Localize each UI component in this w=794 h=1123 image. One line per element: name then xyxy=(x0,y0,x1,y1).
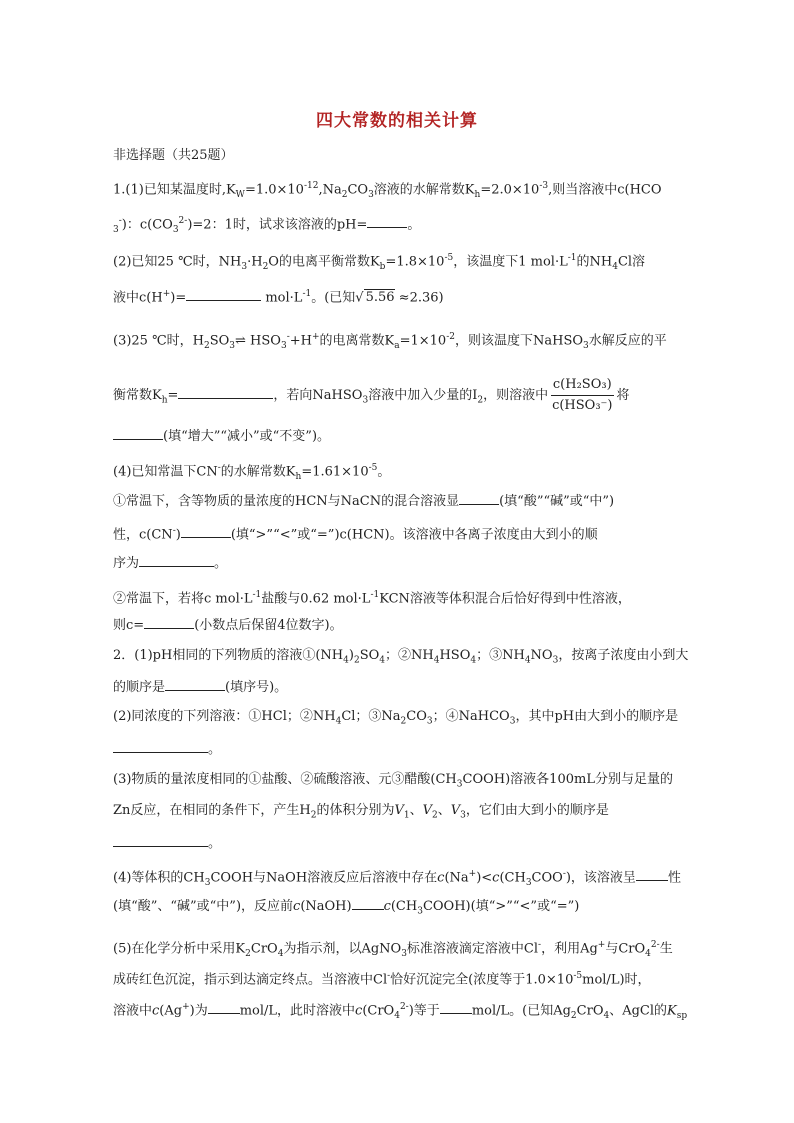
question-1-part-3-line-3: (填“增大”“减小”或“不变”)。 xyxy=(113,427,683,445)
question-1-part-4-line-6: 则c= (小数点后保留4位数字)。 xyxy=(113,618,343,633)
page-title: 四大常数的相关计算 xyxy=(316,111,478,131)
question-1-part-2-line-1: (2)已知25 ℃时，$NH_3\cdot H_2O$的电离平衡常数$K_b=1.8\times 10^{-5}$，该温度下1 $mol\cdot L^{-1}$的$NH_4Cl$溶 xyxy=(113,253,646,272)
answer-blank[interactable] xyxy=(139,554,214,567)
section-heading: 非选择题（共25题） xyxy=(113,148,234,163)
question-2-part-5-line-3: 溶液中c(Ag+)为 mol/L，此时溶液中c(CrO$_4^{2-}$)等于 mol/L。(已知$Ag_2CrO_4$、AgCl的$K_{sp}$ xyxy=(113,1002,688,1021)
question-2-part-5-line-1: (5)在化学分析中采用$K_2CrO_4$为指示剂，以AgNO$_3$标准溶液滴定溶液中Cl-，利用Ag+与CrO$_4^{2-}$生 xyxy=(113,940,673,959)
question-1-part-3-line-1: (3)25 ℃时，$H_2SO_3\rightleftharpoons$ $HSO_3^-+H^+$的电离常数$K_a=1\times 10^{-2}$，则该温度下NaHSO$_3$水解反应的平 xyxy=(113,332,667,351)
concentration-ratio-fraction: $\frac{\text{c(H₂SO₃)}}{\text{c(HSO₃⁻)}}$ xyxy=(552,377,613,413)
answer-blank[interactable] xyxy=(144,616,194,629)
answer-blank[interactable] xyxy=(113,740,208,753)
question-2-line-1: 2．(1)pH相同的下列物质的溶液$①(NH_4)_2SO_4$；$②NH_4HSO_4$；$③NH_4NO_3$，按离子浓度由小到大 xyxy=(113,648,689,666)
answer-blank[interactable] xyxy=(352,897,384,910)
answer-blank[interactable] xyxy=(636,868,668,881)
question-2-part-2-line-2: 。 xyxy=(113,740,683,758)
question-2-part-4-line-1: (4)等体积的$CH_3COOH$与NaOH溶液反应后溶液中存在$c(Na^+)<c(CH_3COO^-)$，该溶液呈 性 xyxy=(113,869,681,888)
question-1-line-2: $_3$-)：$c(CO_3^{2-})=2$：1时，试求该溶液的pH= 。 xyxy=(113,216,421,235)
answer-blank[interactable] xyxy=(178,386,273,399)
question-1-part-4-line-2: ①常温下，含等物质的量浓度的HCN与NaCN的混合溶液显 (填“酸”“碱”或“中”) xyxy=(113,494,615,509)
answer-blank[interactable] xyxy=(367,215,407,228)
answer-blank[interactable] xyxy=(440,1001,472,1014)
question-1-part-4-line-1: (4)已知常温下CN-的水解常数$K_h=1.61\times 10^{-5}$。 xyxy=(113,463,391,482)
question-2-part-3-line-2: Zn反应，在相同的条件下，产生$H_2$的体积分别为$V_1$、$V_2$、$V_3$，它们由大到小的顺序是 xyxy=(113,803,609,821)
question-1-part-3-line-2: 衡常数$K_h=$ ，若向NaHSO$_3$溶液中加入少量的$I_2$，则溶液中 $\frac{\text{c(H₂SO₃)}}{\text{c(HSO₃⁻)}}$ 将 xyxy=(113,375,683,416)
question-2-line-2: 的顺序是 (填序号)。 xyxy=(113,680,288,695)
question-2-part-4-line-2: (填“酸”、“碱”或“中”)，反应前c(NaOH) $c(CH_3COOH)$(填“>”“<”或“=”) xyxy=(113,899,580,917)
question-2-part-5-line-2: 成砖红色沉淀，指示到达滴定终点。当溶液中Cl-恰好沉淀完全(浓度等于$1.0\times 10^{-5}mol/L$)时， xyxy=(113,971,651,988)
question-2-part-2-line-1: (2)同浓度的下列溶液：①HCl；$②NH_4Cl$；$③Na_2CO_3$；④NaHCO$_3$，其中pH由大到小的顺序是 xyxy=(113,709,679,727)
question-1-part-4-line-5: ②常温下，若将c $mol\cdot L^{-1}$盐酸与0.62 $mol\cdot L^{-1}KCN$溶液等体积混合后恰好得到中性溶液， xyxy=(113,590,631,607)
question-2-part-3-line-3: 。 xyxy=(113,834,683,852)
answer-blank[interactable] xyxy=(113,427,163,440)
question-1-line-1: 1.(1)已知某温度时$,K_W=1.0\times 10^{-12},Na_2CO_3$溶液的水解常数$K_h=2.0\times 10^{-3}$,则当溶液中c(HCO xyxy=(113,181,662,200)
answer-blank[interactable] xyxy=(208,1001,240,1014)
answer-blank[interactable] xyxy=(113,834,208,847)
answer-blank[interactable] xyxy=(165,678,225,691)
question-1-part-2-line-2: 液中$c(H^+)= mol\cdot L^{-1}$。(已知√ 5.56 ≈2.36) xyxy=(113,289,444,306)
question-2-part-3-line-1: (3)物质的量浓度相同的①盐酸、②硫酸溶液、元③醋酸$(CH_3COOH)$溶液各100mL分别与足量的 xyxy=(113,772,673,790)
answer-blank[interactable] xyxy=(181,525,231,538)
question-1-part-4-line-4: 序为 。 xyxy=(113,556,228,571)
answer-blank[interactable] xyxy=(459,492,499,505)
question-1-part-4-line-3: 性，c(CN-) (填“>”“<”或“=”)c(HCN)。该溶液中各离子浓度由大到小的顺 xyxy=(113,526,598,543)
answer-blank[interactable] xyxy=(186,288,261,301)
